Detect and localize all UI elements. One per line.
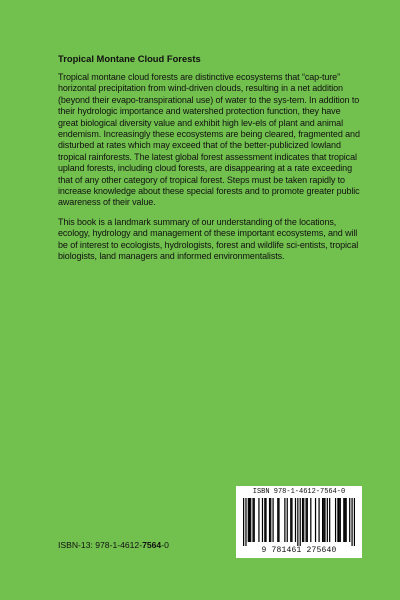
barcode-bar [262, 498, 263, 542]
barcode-bar [245, 498, 246, 546]
barcode-bar [252, 498, 253, 542]
barcode-bar [265, 498, 266, 542]
barcode-bar [340, 498, 341, 542]
barcode-bar [338, 498, 339, 542]
isbn-prefix: ISBN-13: 978-1-4612- [58, 540, 143, 550]
barcode-bar [254, 498, 255, 542]
barcode-bar [329, 498, 330, 542]
isbn-bold-part: 7564 [142, 540, 162, 550]
barcode-bar [290, 498, 291, 542]
barcode-bar [318, 498, 319, 542]
barcode-bar [287, 498, 288, 542]
barcode-bar [324, 498, 325, 542]
barcode-bar [305, 498, 306, 542]
barcode-number: 9 781461 275640 [261, 546, 337, 555]
barcode [236, 486, 362, 558]
barcode-bar [351, 498, 352, 546]
barcode-bar [303, 498, 304, 542]
barcode-bar [297, 498, 298, 546]
barcode-bar [337, 498, 338, 542]
barcode-bar [249, 498, 250, 542]
barcode-bar [349, 498, 350, 542]
barcode-bar [295, 498, 296, 542]
isbn-suffix: -0 [161, 540, 169, 550]
barcode-bar [344, 498, 345, 542]
barcode-bar [250, 498, 251, 542]
barcode-bar [270, 498, 271, 542]
barcode-bar [243, 498, 244, 546]
barcode-bar [248, 498, 249, 542]
barcode-bar [284, 498, 285, 542]
barcode-bar [258, 498, 259, 542]
barcode-bar [327, 498, 328, 542]
barcode-bar [302, 498, 303, 542]
barcode-bar [278, 498, 279, 542]
cover-text-block [58, 53, 362, 271]
barcode-bar [323, 498, 324, 542]
barcode-bar [310, 498, 311, 542]
barcode-bar [315, 498, 316, 542]
isbn-line [58, 540, 169, 551]
barcode-bar [343, 498, 344, 542]
barcode-bar [307, 498, 308, 542]
barcode-bar [264, 498, 265, 542]
barcode-bar [291, 498, 292, 542]
description-paragraph-2: This book is a landmark summary of our understanding of the locations, ecology, hydrology and management of these important ecosystems, and will be of interest to ecologists, hydrologists, forest and wildlife sci-entists, tropical biologists, land managers and informed environmentalists. [58, 216, 359, 262]
book-title: Tropical Montane Cloud Forests [58, 53, 201, 64]
description-paragraph-1: Tropical montane cloud forests are distinctive ecosystems that “cap-ture” horizontal precipitation from wind-driven clouds, resulting in a net addition (beyond their evapo-transpirational use) of water to the sys-tem. In addition to their hydrologic importance and watershed protection function, they have great biological diversity value and exhibit high lev-els of plant and animal endemism. Increasingly these ecosystems are being cleared, fragmented and disturbed at rates which may exceed that of the better-publicized lowland tropical rainforests. The latest global forest assessment indicates that tropical upland forests, including cloud forests, are disappearing at a rate exceeding that of any other category of tropical forest. Steps must be taken rapidly to increase knowledge about these special forests and to promote greater public awareness of their value. [58, 72, 360, 208]
barcode-isbn-label: ISBN 978-1-4612-7564-0 [252, 488, 346, 496]
barcode-bar [300, 498, 301, 546]
barcode-bar [322, 498, 323, 542]
barcode-bars [243, 498, 355, 546]
barcode-bar [272, 498, 273, 542]
barcode-bar [346, 498, 347, 542]
barcode-bar [354, 498, 355, 546]
barcode-bar [277, 498, 278, 542]
barcode-bar [335, 498, 336, 542]
barcode-bar [269, 498, 270, 542]
